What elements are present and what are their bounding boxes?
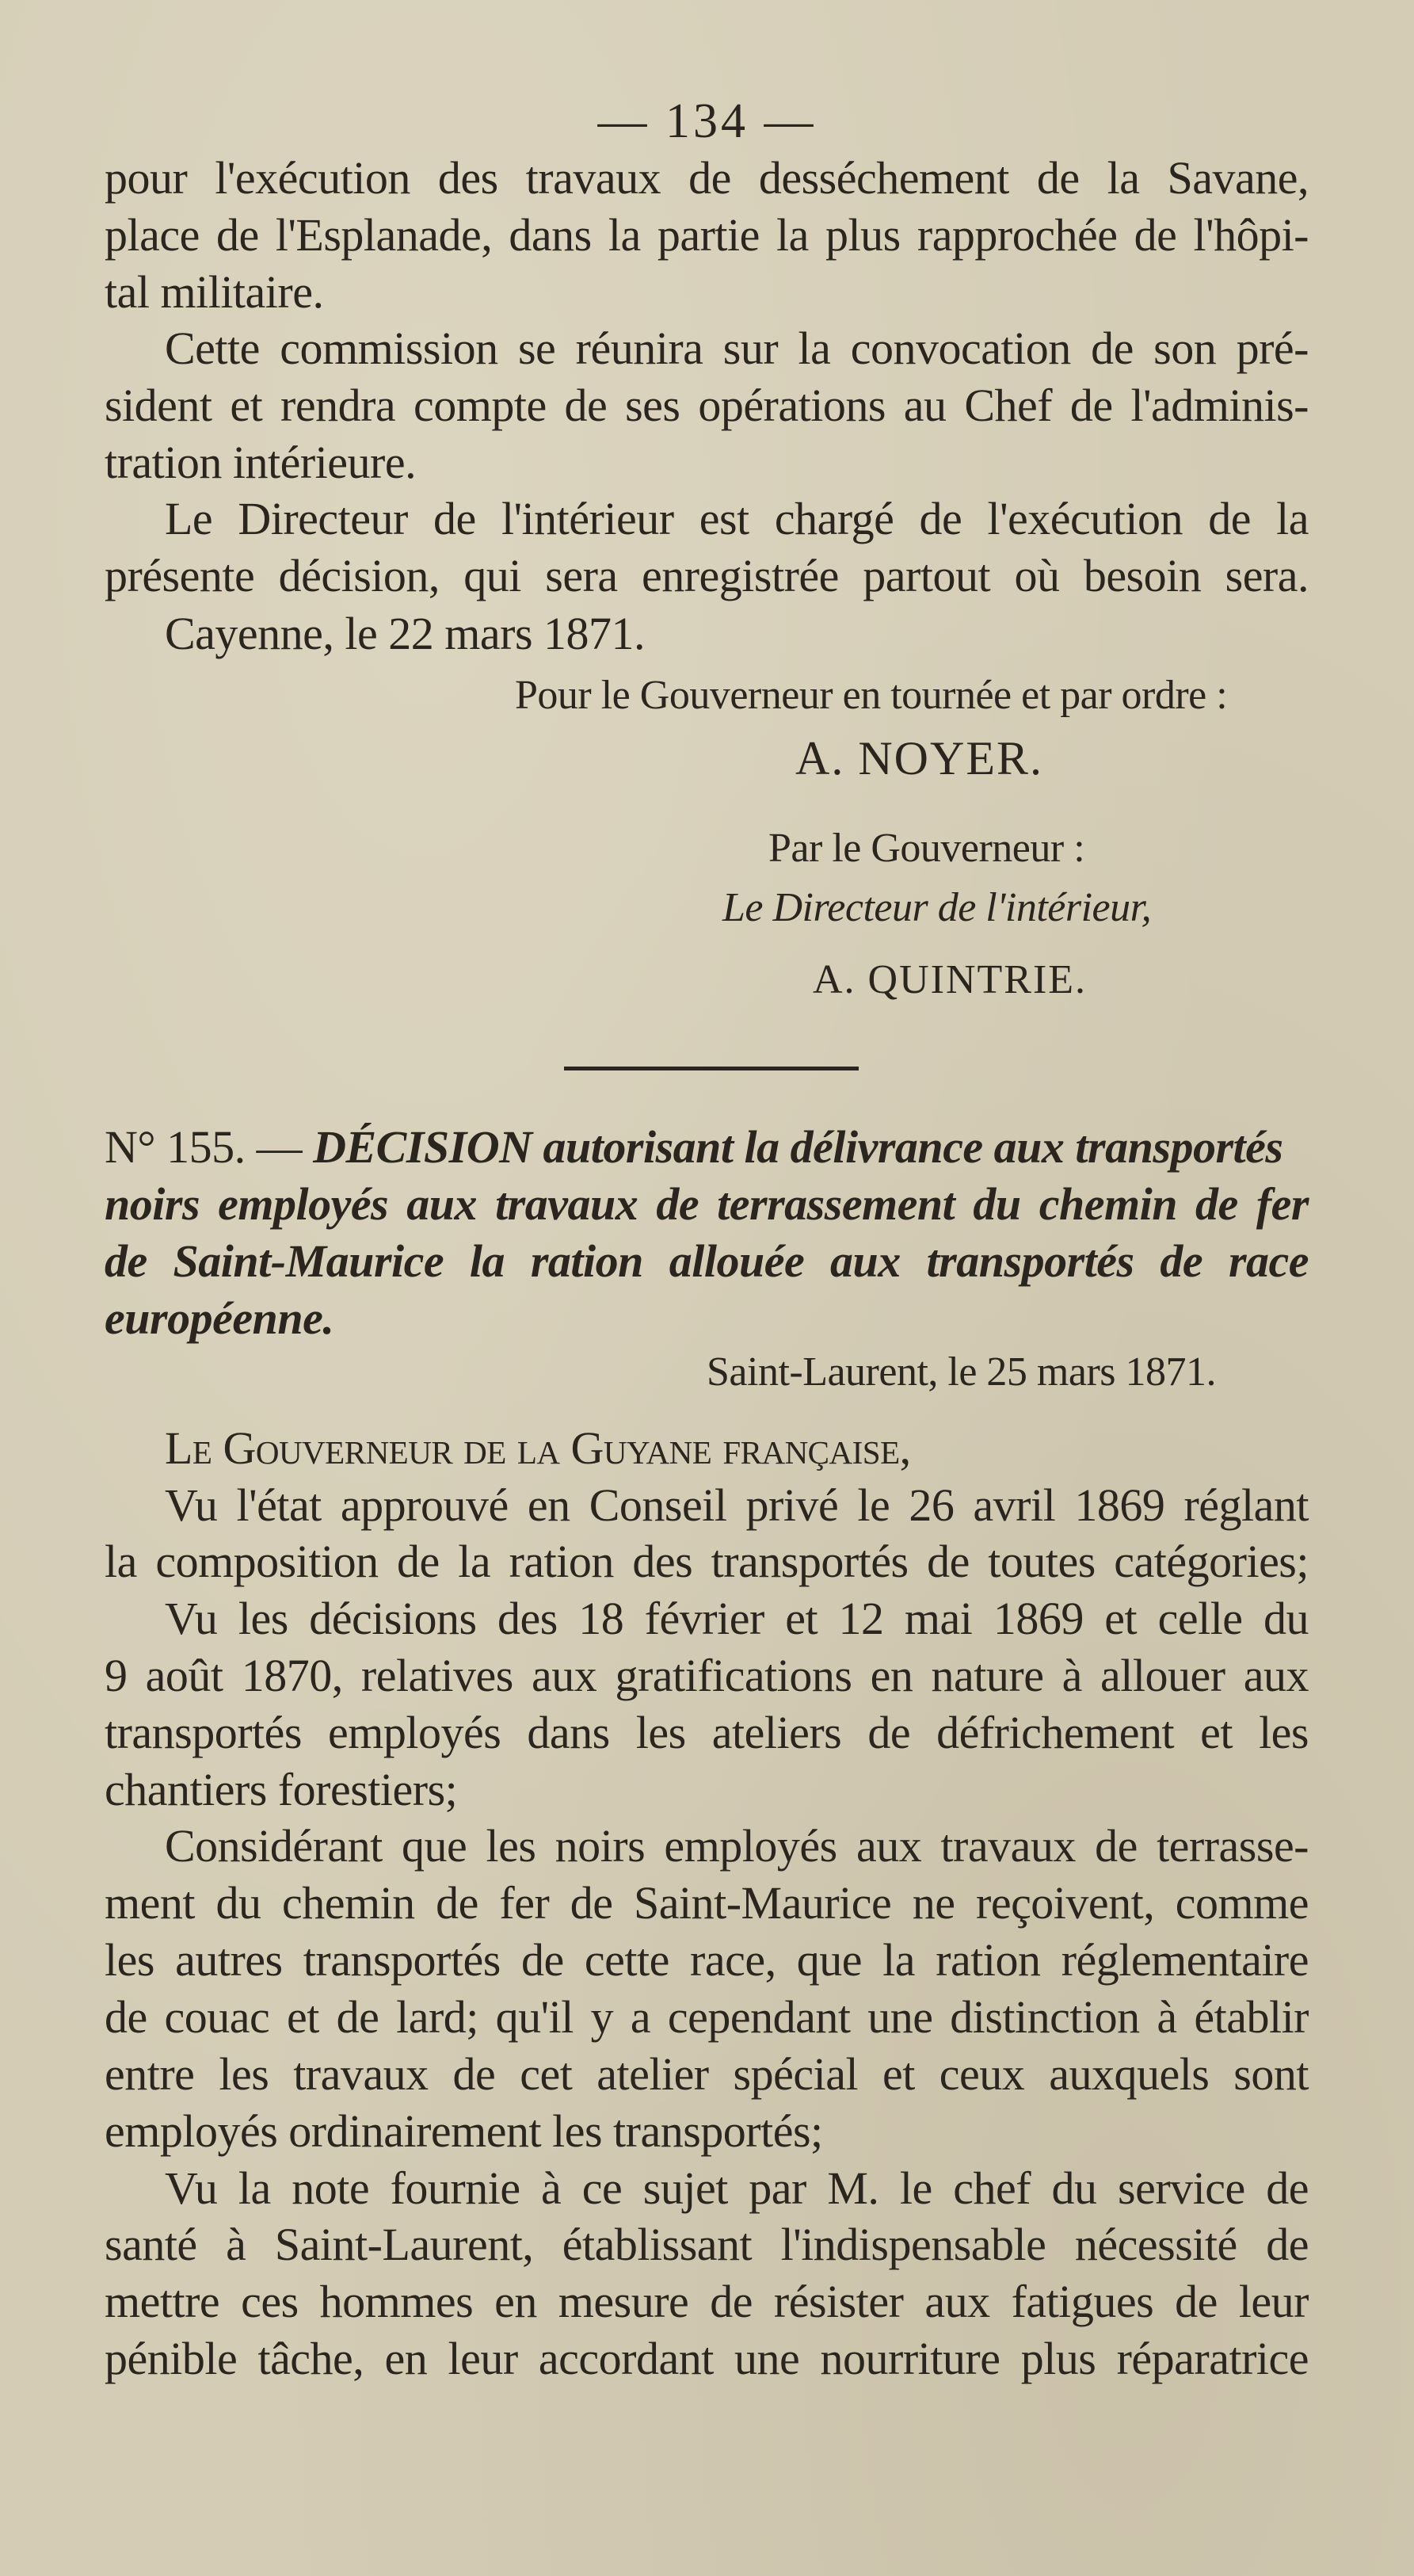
body-line: 9 août 1870, relatives aux gratifications en nature à allouer aux xyxy=(105,1650,1309,1701)
text-line: Le Directeur de l'intérieur est chargé de l'exécution de la xyxy=(165,493,1309,544)
page-number: — 134 — xyxy=(597,94,817,148)
signature-title: Le Directeur de l'intérieur, xyxy=(722,885,1152,930)
body-line: la composition de la ration des transportés de toutes catégories; xyxy=(105,1536,1309,1587)
decision-heading-line: noirs employés aux travaux de terrassement du chemin de fer xyxy=(105,1178,1309,1230)
body-line: les autres transportés de cette race, que la ration réglementaire xyxy=(105,1934,1309,1986)
signature-name: A. QUINTRIE. xyxy=(813,957,1088,1002)
body-line: employés ordinairement les transportés; xyxy=(105,2105,823,2157)
decision-heading xyxy=(105,1120,1309,1175)
body-line: transportés employés dans les ateliers de défrichement et les xyxy=(105,1707,1309,1758)
text-line: place de l'Esplanade, dans la partie la plus rapprochée de l'hôpi- xyxy=(105,209,1309,261)
body-line: santé à Saint-Laurent, établissant l'indispensable nécessité de xyxy=(105,2219,1309,2270)
body-line: mettre ces hommes en mesure de résister aux fatigues de leur xyxy=(105,2276,1309,2327)
body-line: entre les travaux de cet atelier spécial et ceux auxquels sont xyxy=(105,2048,1309,2100)
text-line: pour l'exécution des travaux de desséchement de la Savane, xyxy=(105,152,1309,204)
section-divider xyxy=(564,1067,859,1070)
body-line: de couac et de lard; qu'il y a cependant une distinction à établir xyxy=(105,1991,1309,2043)
text-line: tal militaire. xyxy=(105,266,324,318)
body-line: Le Gouverneur de la Guyane française, xyxy=(165,1422,911,1474)
decision-heading-line: européenne. xyxy=(105,1292,334,1344)
body-line: Vu l'état approuvé en Conseil privé le 26 avril 1869 réglant xyxy=(165,1479,1309,1531)
body-line: Vu la note fournie à ce sujet par M. le chef du service de xyxy=(165,2162,1309,2214)
decision-dateline: Saint-Laurent, le 25 mars 1871. xyxy=(707,1349,1217,1395)
body-line: Vu les décisions des 18 février et 12 mai 1869 et celle du xyxy=(165,1593,1309,1644)
signature-line: Pour le Gouverneur en tournée et par ordre : xyxy=(515,673,1228,718)
body-line: Considérant que les noirs employés aux travaux de terrasse- xyxy=(165,1820,1309,1872)
text-line: tration intérieure. xyxy=(105,437,417,488)
text-line: sident et rendra compte de ses opérations au Chef de l'adminis- xyxy=(105,380,1309,431)
signature-line: Par le Gouverneur : xyxy=(768,826,1085,871)
body-line: pénible tâche, en leur accordant une nourriture plus réparatrice xyxy=(105,2333,1309,2384)
text-line: présente décision, qui sera enregistrée partout où besoin sera. xyxy=(105,550,1309,601)
text-line: Cette commission se réunira sur la convocation de son pré- xyxy=(165,322,1309,374)
decision-head-rest: autorisant la délivrance aux transportés xyxy=(543,1121,1283,1173)
text-line: Cayenne, le 22 mars 1871. xyxy=(165,608,646,659)
decision-number: N° 155. — xyxy=(105,1121,303,1173)
decision-head-word: DÉCISION xyxy=(313,1121,532,1173)
body-line: ment du chemin de fer de Saint-Maurice ne reçoivent, comme xyxy=(105,1877,1309,1929)
body-line: chantiers forestiers; xyxy=(105,1764,458,1815)
signature-name: A. NOYER. xyxy=(795,732,1043,784)
decision-heading-line: de Saint-Maurice la ration allouée aux transportés de race xyxy=(105,1235,1309,1287)
